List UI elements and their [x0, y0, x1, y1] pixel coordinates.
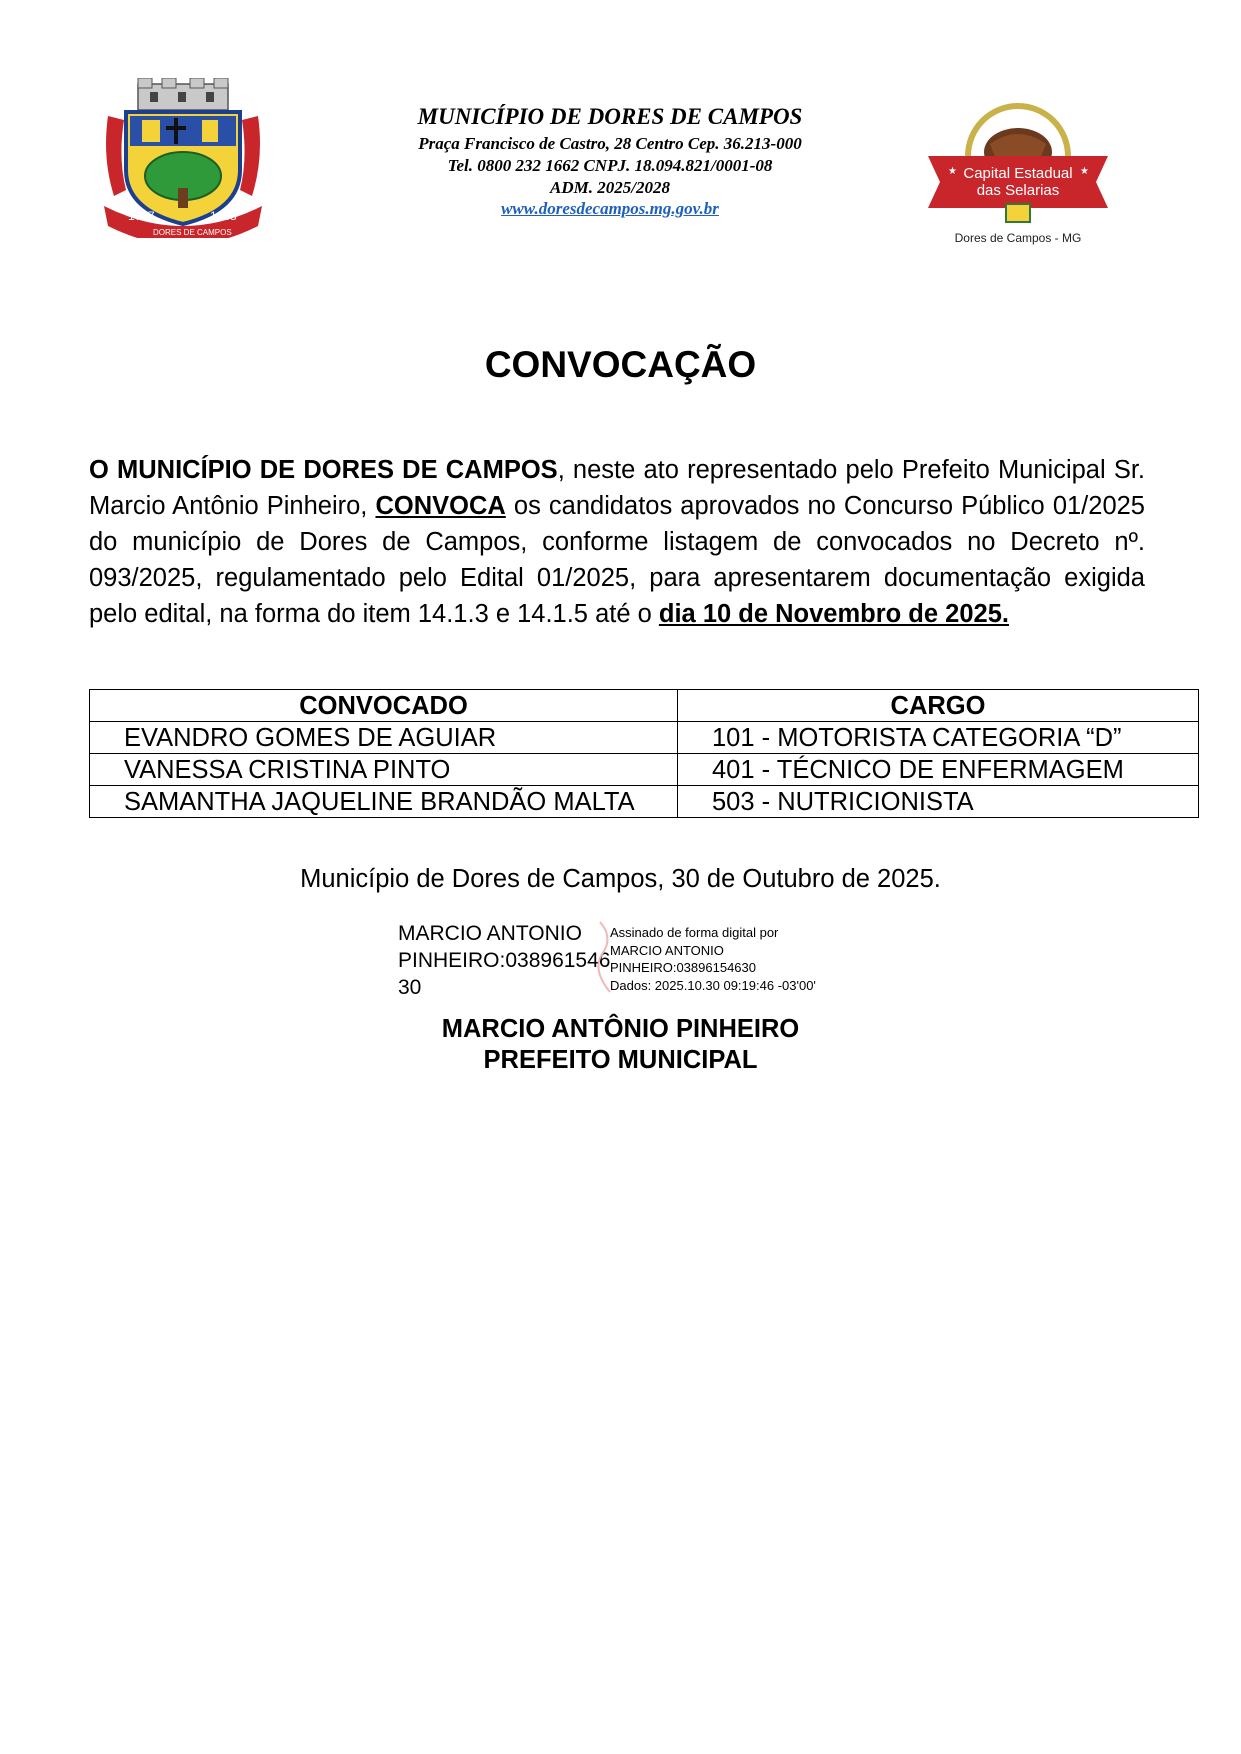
- signature-info-line: MARCIO ANTONIO: [610, 942, 724, 958]
- coat-ribbon-text: DORES DE CAMPOS: [153, 228, 232, 237]
- header-address: Praça Francisco de Castro, 28 Centro Cep. 36.213-000: [418, 134, 802, 153]
- table-row: [90, 722, 1199, 754]
- badge-line1: Capital Estadual: [963, 165, 1073, 182]
- header-municipality-name: MUNICÍPIO DE DORES DE CAMPOS: [417, 104, 803, 129]
- signature-info-line: Assinado de forma digital por: [610, 925, 779, 940]
- table-row: [90, 786, 1199, 818]
- column-header-cargo: CARGO: [678, 690, 1199, 722]
- signature-name-line: PINHEIRO:038961546: [398, 949, 611, 972]
- convocation-paragraph: [89, 452, 1145, 632]
- paragraph-convoca: CONVOCA: [375, 492, 506, 520]
- convocado-cargo: 101 - MOTORISTA CATEGORIA “D”: [678, 722, 1199, 754]
- signature-name-line: MARCIO ANTONIO: [398, 922, 582, 945]
- table-row: [90, 754, 1199, 786]
- convocado-name: VANESSA CRISTINA PINTO: [90, 754, 678, 786]
- coat-year-left: 1717: [128, 209, 155, 223]
- convocado-cargo: 401 - TÉCNICO DE ENFERMAGEM: [678, 754, 1199, 786]
- coat-year-right: 1938: [210, 209, 237, 223]
- convocado-name: SAMANTHA JAQUELINE BRANDÃO MALTA: [90, 786, 678, 818]
- convocado-name: EVANDRO GOMES DE AGUIAR: [90, 722, 678, 754]
- star-icon: ★: [1080, 166, 1089, 177]
- signature-info-line: Dados: 2025.10.30 09:19:46 -03'00': [610, 977, 816, 993]
- table-header-row: [90, 690, 1199, 722]
- capital-selarias-badge-logo: [918, 98, 1118, 248]
- digital-signature-name: [398, 920, 610, 1001]
- signatory-block: [0, 1014, 1241, 1076]
- star-icon: ★: [948, 166, 957, 177]
- document-title: CONVOCAÇÃO: [484, 344, 757, 385]
- badge-line2: das Selarias: [976, 182, 1060, 199]
- signature-name-line: 30: [398, 976, 422, 999]
- paragraph-bold-lead: O MUNICÍPIO DE DORES DE CAMPOS: [89, 456, 558, 484]
- signature-info-line: PINHEIRO:03896154630: [610, 960, 756, 975]
- column-header-convocado: CONVOCADO: [90, 690, 678, 722]
- convocados-table: [89, 689, 1199, 818]
- digital-signature-info: [610, 924, 816, 994]
- coat-of-arms-logo: [98, 78, 268, 238]
- paragraph-deadline: dia 10 de Novembro de 2025.: [658, 600, 1009, 628]
- badge-caption: Dores de Campos - MG: [954, 231, 1082, 245]
- paragraph-text-1: , neste ato representado pelo Prefeito Municipal Sr. Marcio Antônio Pinheiro,: [89, 456, 1145, 520]
- header-administration: ADM. 2025/2028: [550, 178, 670, 197]
- convocado-cargo: 503 - NUTRICIONISTA: [678, 786, 1199, 818]
- date-line: Município de Dores de Campos, 30 de Outubro de 2025.: [300, 865, 941, 893]
- signatory-name: MARCIO ANTÔNIO PINHEIRO: [441, 1015, 800, 1043]
- header-website-link[interactable]: www.doresdecampos.mg.gov.br: [501, 199, 719, 218]
- header-contact: Tel. 0800 232 1662 CNPJ. 18.094.821/0001-08: [447, 156, 773, 175]
- signatory-role: PREFEITO MUNICIPAL: [483, 1046, 758, 1074]
- paragraph-text-2: os candidatos aprovados no Concurso Público 01/2025 do município de Dores de Campos, conforme listagem de convocados no Decreto nº. 093/2025, regulamentado pelo Edital 01/2025, para apresentarem documentação exigida pelo edital, na forma do item 14.1.3 e 14.1.5 até o: [89, 492, 1145, 628]
